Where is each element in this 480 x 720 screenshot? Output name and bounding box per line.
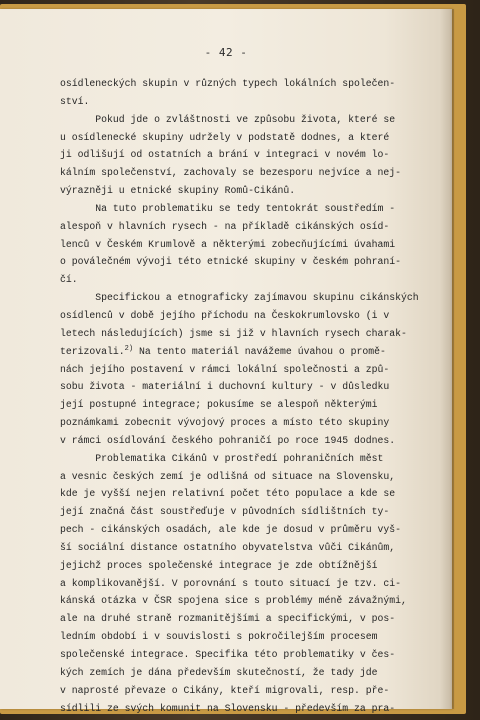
- text-line: sobu života - materiální i duchovní kultury - v důsledku: [60, 381, 390, 393]
- text-line: alespoň v hlavních rysech - na příkladě cikánských osíd-: [60, 220, 390, 232]
- text-line: ství.: [60, 95, 90, 107]
- text-line: letech následujících) jsme si již v hlavních rysech charak-: [60, 327, 407, 339]
- text-line: ledním období i v souvislosti s pokročilejším procesem: [60, 631, 378, 643]
- text-line: ale na druhé straně rozmanitějšími a specifickými, v pos-: [60, 613, 396, 625]
- text-line: kde je vyšší nejen relativní počet této populace a kde se: [60, 488, 396, 500]
- text-line: osídlenců v době jejího příchodu na Českokrumlovsko (i v: [60, 309, 390, 321]
- text-line: ji odlišují od ostatních a brání v integraci v novém lo-: [60, 149, 390, 161]
- text-line-footnote: [60, 343, 420, 361]
- text-line: Specifickou a etnograficky zajímavou skupinu cikánských: [60, 292, 419, 304]
- text-line-start: terizovali.: [60, 345, 125, 357]
- text-line: kých zemích je dána především skutečností, že tady jde: [60, 666, 378, 678]
- text-line: osídleneckých skupin v různých typech lokálních společen-: [60, 78, 396, 89]
- text-line-rest: Na tento materiál navážeme úvahou o promě-: [133, 345, 386, 357]
- body-text: [60, 75, 420, 717]
- page-edge-shadow: [440, 9, 454, 709]
- text-line: kánská otázka v ČSR spojena sice s problémy méně závažnými,: [60, 595, 407, 607]
- text-line: její postupné integrace; pokusíme se alespoň některými: [60, 399, 378, 411]
- text-line: výrazněji u etnické skupiny Romů-Cikánů.: [60, 185, 296, 197]
- text-line: poznámkami zobecnit vývojový proces a místo této skupiny: [60, 417, 390, 429]
- page-number: - 42 -: [204, 46, 248, 59]
- text-line: nách jejího postavení v rámci lokální společnosti a způ-: [60, 363, 390, 375]
- text-line: pech - cikánských osadách, ale kde je dosud v průměru vyš-: [60, 524, 401, 536]
- text-line: a vesnic českých zemí je odlišná od situace na Slovensku,: [60, 470, 396, 482]
- text-line: čí.: [60, 274, 78, 286]
- text-line: ší sociální distance ostatního obyvatelstva vůči Cikánům,: [60, 541, 396, 553]
- text-line: společenské integrace. Specifika této problematiky v čes-: [60, 649, 396, 660]
- text-line: o poválečném vývoji této etnické skupiny v českém pohraní-: [60, 256, 401, 268]
- text-line: Na tuto problematiku se tedy tentokrát soustředím -: [60, 202, 396, 214]
- book-page: [0, 9, 452, 714]
- text-line: její značná část soustřeďuje v původních sídlištních ty-: [60, 506, 390, 518]
- text-line: Problematika Cikánů v prostředí pohraničních měst: [60, 452, 384, 464]
- text-line: a komplikovanější. V porovnání s touto situací je tzv. ci-: [60, 577, 401, 589]
- text-line: Pokud jde o zvláštnosti ve způsobu života, které se: [60, 113, 396, 125]
- text-line: u osídlenecké skupiny udržely v podstatě dodnes, a které: [60, 131, 390, 143]
- text-line: v naprosté převaze o Cikány, kteří migrovali, resp. pře-: [60, 684, 390, 696]
- text-line: v rámci osídlování českého pohraničí po roce 1945 dodnes.: [60, 434, 396, 446]
- text-line: kálním společenství, zachovaly se bezesporu nejvíce a nej-: [60, 167, 401, 179]
- text-line: lenců v Českém Krumlově a některými zobecňujícími úvahami: [60, 238, 396, 250]
- footnote-mark: 2): [124, 344, 134, 353]
- text-line: sídlili ze svých komunit na Slovensku - především za pra-: [60, 702, 396, 714]
- text-line: jejichž proces společenské integrace je zde obtížnější: [60, 559, 378, 571]
